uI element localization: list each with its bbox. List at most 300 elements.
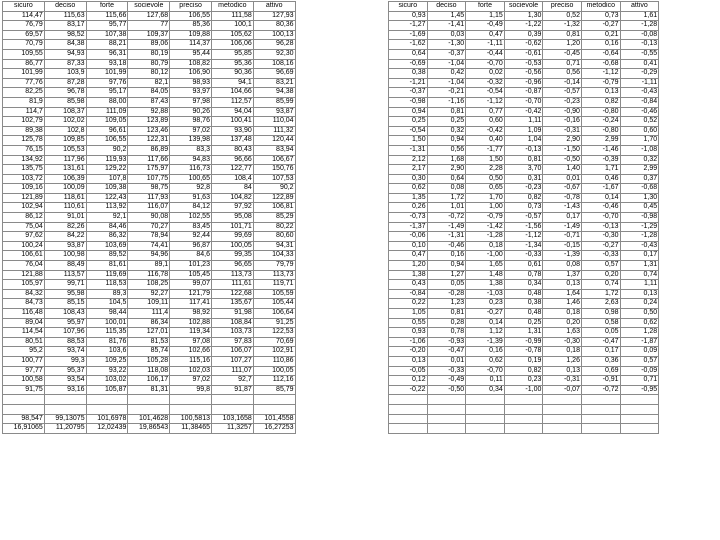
z-scores-cell[interactable]: -0,70 xyxy=(466,59,505,69)
raw-scores-cell[interactable]: 121,79 xyxy=(170,289,212,299)
raw-scores-cell[interactable]: 82,25 xyxy=(3,88,45,98)
raw-scores-cell[interactable]: 93,74 xyxy=(44,347,86,357)
z-scores-cell[interactable]: 0,34 xyxy=(504,280,543,290)
raw-scores-cell[interactable]: 111,09 xyxy=(86,107,128,117)
z-scores-cell[interactable]: 0,81 xyxy=(504,155,543,165)
z-scores-cell[interactable]: 1,72 xyxy=(427,193,466,203)
raw-scores-cell[interactable]: 119,93 xyxy=(86,155,128,165)
z-scores-cell[interactable]: 1,15 xyxy=(466,11,505,21)
z-scores-cell[interactable]: -1,41 xyxy=(427,21,466,31)
z-scores-cell[interactable]: -1,11 xyxy=(466,40,505,50)
raw-scores-cell[interactable]: 112,57 xyxy=(211,97,253,107)
z-scores-cell[interactable]: 1,37 xyxy=(543,270,582,280)
raw-scores-cell[interactable]: 103,73 xyxy=(211,328,253,338)
raw-scores-cell[interactable]: 102,55 xyxy=(170,213,212,223)
raw-scores-cell[interactable]: 88,21 xyxy=(86,40,128,50)
raw-scores-cell[interactable]: 125,78 xyxy=(3,136,45,146)
z-scores-cell[interactable]: 1,38 xyxy=(466,280,505,290)
z-scores-cell[interactable]: 1,46 xyxy=(543,299,582,309)
raw-scores-cell[interactable]: 105,28 xyxy=(128,356,170,366)
raw-scores-cell[interactable]: 100,5813 xyxy=(170,414,212,424)
raw-scores-cell[interactable]: 77,76 xyxy=(3,78,45,88)
z-scores-cell[interactable]: -1,16 xyxy=(427,97,466,107)
z-scores-cell[interactable]: -0,72 xyxy=(427,213,466,223)
raw-scores-cell[interactable]: 99,71 xyxy=(44,280,86,290)
raw-scores-cell[interactable]: 82,26 xyxy=(44,222,86,232)
z-scores-cell[interactable]: -1,46 xyxy=(581,145,620,155)
raw-scores-cell[interactable]: 113,57 xyxy=(44,270,86,280)
raw-scores-cell[interactable]: 94,04 xyxy=(211,107,253,117)
z-scores-cell[interactable]: -0,93 xyxy=(427,337,466,347)
raw-scores-cell[interactable]: 131,61 xyxy=(44,165,86,175)
z-scores-cell[interactable]: 0,36 xyxy=(581,356,620,366)
raw-scores-cell[interactable]: 101,71 xyxy=(211,222,253,232)
raw-scores-cell[interactable]: 90,2 xyxy=(253,184,295,194)
raw-scores-cell[interactable]: 98,92 xyxy=(170,309,212,319)
z-scores-empty-cell[interactable] xyxy=(389,395,428,405)
z-scores-cell[interactable]: 0,77 xyxy=(466,107,505,117)
z-scores-cell[interactable]: 0,82 xyxy=(504,366,543,376)
raw-scores-cell[interactable]: 119,34 xyxy=(170,328,212,338)
z-scores-cell[interactable]: -0,43 xyxy=(620,88,659,98)
raw-scores-cell[interactable]: 122,53 xyxy=(253,328,295,338)
z-scores-cell[interactable]: -0,42 xyxy=(504,107,543,117)
z-scores-cell[interactable]: -0,07 xyxy=(543,385,582,395)
z-scores-cell[interactable]: 1,27 xyxy=(427,270,466,280)
raw-scores-cell[interactable]: 98,547 xyxy=(3,414,45,424)
raw-scores-header-cell[interactable]: forte xyxy=(86,2,128,12)
raw-scores-cell[interactable]: 101,23 xyxy=(170,261,212,271)
z-scores-cell[interactable]: -0,73 xyxy=(389,213,428,223)
raw-scores-cell[interactable]: 70,79 xyxy=(3,40,45,50)
raw-scores-cell[interactable]: 96,61 xyxy=(86,126,128,136)
z-scores-cell[interactable]: 0,23 xyxy=(466,299,505,309)
raw-scores-cell[interactable]: 103,69 xyxy=(86,241,128,251)
raw-scores-cell[interactable]: 116,78 xyxy=(128,270,170,280)
z-scores-cell[interactable]: 0,46 xyxy=(581,174,620,184)
raw-scores-cell[interactable]: 99,8 xyxy=(170,385,212,395)
z-scores-cell[interactable]: 1,64 xyxy=(543,289,582,299)
z-scores-empty-cell[interactable] xyxy=(466,424,505,434)
z-scores-cell[interactable]: 0,78 xyxy=(427,328,466,338)
z-scores-cell[interactable]: 0,16 xyxy=(581,40,620,50)
z-scores-empty-cell[interactable] xyxy=(466,414,505,424)
raw-scores-cell[interactable]: 78,94 xyxy=(128,232,170,242)
z-scores-cell[interactable]: 1,01 xyxy=(427,203,466,213)
raw-scores-cell[interactable]: 95,77 xyxy=(86,21,128,31)
z-scores-header-cell[interactable]: sicuro xyxy=(389,2,428,12)
raw-scores-cell[interactable]: 88,00 xyxy=(86,97,128,107)
z-scores-cell[interactable]: -0,06 xyxy=(389,232,428,242)
raw-scores-cell[interactable]: 89,52 xyxy=(86,251,128,261)
raw-scores-cell[interactable]: 91,98 xyxy=(211,309,253,319)
raw-scores-cell[interactable]: 80,22 xyxy=(253,222,295,232)
raw-scores-cell[interactable]: 122,31 xyxy=(128,136,170,146)
z-scores-cell[interactable]: 0,28 xyxy=(427,318,466,328)
z-scores-cell[interactable]: -0,43 xyxy=(620,241,659,251)
raw-scores-cell[interactable]: 99,13075 xyxy=(44,414,86,424)
z-scores-cell[interactable]: 0,48 xyxy=(504,289,543,299)
raw-scores-cell[interactable]: 93,97 xyxy=(170,88,212,98)
raw-scores-empty-cell[interactable] xyxy=(86,395,128,405)
raw-scores-cell[interactable]: 103,1658 xyxy=(211,414,253,424)
z-scores-cell[interactable]: 0,73 xyxy=(504,203,543,213)
z-scores-cell[interactable]: 0,05 xyxy=(581,328,620,338)
z-scores-cell[interactable]: 2,90 xyxy=(543,136,582,146)
raw-scores-cell[interactable]: 96,87 xyxy=(170,241,212,251)
z-scores-cell[interactable]: 0,64 xyxy=(427,174,466,184)
raw-scores-cell[interactable]: 95,2 xyxy=(3,347,45,357)
raw-scores-cell[interactable]: 111,61 xyxy=(211,280,253,290)
raw-scores-cell[interactable]: 88,49 xyxy=(44,261,86,271)
z-scores-cell[interactable]: 0,81 xyxy=(427,107,466,117)
raw-scores-cell[interactable]: 76,15 xyxy=(3,145,45,155)
z-scores-cell[interactable]: 1,20 xyxy=(389,261,428,271)
raw-scores-cell[interactable]: 99,35 xyxy=(211,251,253,261)
raw-scores-header-cell[interactable]: preciso xyxy=(170,2,212,12)
raw-scores-cell[interactable]: 107,96 xyxy=(44,328,86,338)
z-scores-cell[interactable]: -0,70 xyxy=(581,213,620,223)
z-scores-cell[interactable]: -0,98 xyxy=(620,213,659,223)
raw-scores-cell[interactable]: 114,54 xyxy=(3,328,45,338)
z-scores-cell[interactable]: 1,48 xyxy=(466,270,505,280)
z-scores-cell[interactable]: 0,60 xyxy=(466,117,505,127)
z-scores-cell[interactable]: 0,31 xyxy=(504,174,543,184)
z-scores-cell[interactable]: -1,11 xyxy=(620,78,659,88)
raw-scores-header-cell[interactable]: sicuro xyxy=(3,2,45,12)
z-scores-cell[interactable]: -1,03 xyxy=(466,289,505,299)
z-scores-cell[interactable]: -0,68 xyxy=(620,184,659,194)
raw-scores-cell[interactable]: 85,15 xyxy=(44,299,86,309)
raw-scores-empty-cell[interactable] xyxy=(3,395,45,405)
z-scores-cell[interactable]: 1,40 xyxy=(543,165,582,175)
z-scores-header-cell[interactable]: metodico xyxy=(581,2,620,12)
z-scores-cell[interactable]: 0,25 xyxy=(504,318,543,328)
raw-scores-cell[interactable]: 102,66 xyxy=(170,347,212,357)
z-scores-cell[interactable]: 1,50 xyxy=(389,136,428,146)
raw-scores-empty-cell[interactable] xyxy=(170,395,212,405)
z-scores-cell[interactable]: 3,70 xyxy=(504,165,543,175)
z-scores-cell[interactable]: -0,05 xyxy=(389,366,428,376)
z-scores-cell[interactable]: 0,82 xyxy=(504,193,543,203)
raw-scores-cell[interactable]: 95,08 xyxy=(211,213,253,223)
z-scores-cell[interactable]: 0,05 xyxy=(427,280,466,290)
z-scores-cell[interactable]: 0,08 xyxy=(427,184,466,194)
z-scores-cell[interactable]: -0,79 xyxy=(466,213,505,223)
raw-scores-cell[interactable]: 108,16 xyxy=(253,59,295,69)
raw-scores-cell[interactable]: 110,86 xyxy=(253,356,295,366)
z-scores-cell[interactable]: -1,12 xyxy=(504,232,543,242)
raw-scores-cell[interactable]: 80,43 xyxy=(211,145,253,155)
raw-scores-cell[interactable]: 91,01 xyxy=(44,213,86,223)
z-scores-cell[interactable]: 0,69 xyxy=(581,366,620,376)
z-scores-cell[interactable]: -0,70 xyxy=(504,97,543,107)
raw-scores-cell[interactable]: 81,61 xyxy=(86,261,128,271)
raw-scores-cell[interactable]: 107,27 xyxy=(211,356,253,366)
z-scores-cell[interactable]: 0,25 xyxy=(389,117,428,127)
z-scores-cell[interactable]: 0,52 xyxy=(620,117,659,127)
raw-scores-cell[interactable]: 113,73 xyxy=(211,270,253,280)
raw-scores-cell[interactable]: 76,79 xyxy=(3,21,45,31)
raw-scores-cell[interactable]: 108,43 xyxy=(44,309,86,319)
z-scores-cell[interactable]: 0,22 xyxy=(389,299,428,309)
raw-scores-cell[interactable]: 91,87 xyxy=(211,385,253,395)
z-scores-cell[interactable]: -0,99 xyxy=(504,337,543,347)
z-scores-cell[interactable]: -0,47 xyxy=(581,337,620,347)
raw-scores-cell[interactable]: 106,07 xyxy=(211,347,253,357)
z-scores-cell[interactable]: 0,94 xyxy=(427,136,466,146)
raw-scores-cell[interactable]: 90,36 xyxy=(211,69,253,79)
raw-scores-cell[interactable]: 83,45 xyxy=(170,222,212,232)
raw-scores-empty-cell[interactable] xyxy=(253,404,295,414)
z-scores-cell[interactable]: -0,27 xyxy=(581,241,620,251)
z-scores-empty-cell[interactable] xyxy=(389,424,428,434)
z-scores-cell[interactable]: -0,09 xyxy=(620,366,659,376)
z-scores-empty-cell[interactable] xyxy=(466,395,505,405)
z-scores-cell[interactable]: -0,69 xyxy=(389,59,428,69)
z-scores-cell[interactable]: 1,68 xyxy=(427,155,466,165)
raw-scores-cell[interactable]: 118,53 xyxy=(86,280,128,290)
raw-scores-cell[interactable]: 89,3 xyxy=(86,289,128,299)
z-scores-cell[interactable]: 0,82 xyxy=(581,97,620,107)
z-scores-cell[interactable]: 0,03 xyxy=(427,30,466,40)
raw-scores-cell[interactable]: 127,93 xyxy=(253,11,295,21)
z-scores-cell[interactable]: 0,56 xyxy=(543,69,582,79)
raw-scores-cell[interactable]: 99,69 xyxy=(211,232,253,242)
z-scores-cell[interactable]: 0,20 xyxy=(543,318,582,328)
z-scores-empty-cell[interactable] xyxy=(427,414,466,424)
raw-scores-cell[interactable]: 106,90 xyxy=(170,69,212,79)
raw-scores-cell[interactable]: 95,97 xyxy=(44,318,86,328)
z-scores-cell[interactable]: 0,30 xyxy=(389,174,428,184)
z-scores-empty-cell[interactable] xyxy=(543,414,582,424)
z-scores-cell[interactable]: -0,27 xyxy=(466,309,505,319)
raw-scores-cell[interactable]: 109,16 xyxy=(3,184,45,194)
raw-scores-cell[interactable]: 81,9 xyxy=(3,97,45,107)
z-scores-cell[interactable]: 1,12 xyxy=(466,328,505,338)
z-scores-cell[interactable]: 0,11 xyxy=(466,376,505,386)
z-scores-header-cell[interactable]: preciso xyxy=(543,2,582,12)
z-scores-cell[interactable]: -0,31 xyxy=(543,126,582,136)
raw-scores-cell[interactable]: 122,68 xyxy=(211,289,253,299)
raw-scores-header-cell[interactable]: attivo xyxy=(253,2,295,12)
z-scores-empty-cell[interactable] xyxy=(581,395,620,405)
raw-scores-cell[interactable]: 100,24 xyxy=(3,241,45,251)
z-scores-cell[interactable]: -0,22 xyxy=(389,385,428,395)
z-scores-cell[interactable]: -0,13 xyxy=(581,222,620,232)
z-scores-cell[interactable]: -0,53 xyxy=(504,59,543,69)
z-scores-cell[interactable]: 0,57 xyxy=(620,356,659,366)
raw-scores-cell[interactable]: 90,08 xyxy=(128,213,170,223)
raw-scores-cell[interactable]: 84,46 xyxy=(86,222,128,232)
z-scores-empty-cell[interactable] xyxy=(620,404,659,414)
z-scores-cell[interactable]: 1,23 xyxy=(427,299,466,309)
z-scores-cell[interactable]: -0,46 xyxy=(427,241,466,251)
z-scores-cell[interactable]: -0,79 xyxy=(581,78,620,88)
raw-scores-cell[interactable]: 121,88 xyxy=(3,270,45,280)
z-scores-cell[interactable]: -0,68 xyxy=(581,59,620,69)
z-scores-cell[interactable]: 0,26 xyxy=(389,203,428,213)
z-scores-cell[interactable]: 0,38 xyxy=(389,69,428,79)
raw-scores-cell[interactable]: 107,53 xyxy=(253,174,295,184)
raw-scores-cell[interactable]: 98,52 xyxy=(44,30,86,40)
raw-scores-cell[interactable]: 86,34 xyxy=(128,318,170,328)
raw-scores-cell[interactable]: 90,2 xyxy=(86,145,128,155)
raw-scores-cell[interactable]: 108,25 xyxy=(128,280,170,290)
raw-scores-cell[interactable]: 106,39 xyxy=(44,174,86,184)
raw-scores-cell[interactable]: 110,61 xyxy=(44,203,86,213)
raw-scores-cell[interactable]: 86,32 xyxy=(86,232,128,242)
z-scores-cell[interactable]: 0,18 xyxy=(543,309,582,319)
raw-scores-cell[interactable]: 101,99 xyxy=(3,69,45,79)
z-scores-cell[interactable]: 1,35 xyxy=(389,193,428,203)
z-scores-empty-cell[interactable] xyxy=(427,395,466,405)
raw-scores-cell[interactable]: 97,83 xyxy=(211,337,253,347)
z-scores-cell[interactable]: -1,28 xyxy=(620,21,659,31)
z-scores-empty-cell[interactable] xyxy=(543,404,582,414)
z-scores-cell[interactable]: 0,32 xyxy=(427,126,466,136)
z-scores-cell[interactable]: 0,50 xyxy=(466,174,505,184)
z-scores-empty-cell[interactable] xyxy=(389,414,428,424)
z-scores-cell[interactable]: 0,73 xyxy=(581,11,620,21)
raw-scores-cell[interactable]: 139,98 xyxy=(170,136,212,146)
z-scores-cell[interactable]: 0,93 xyxy=(389,328,428,338)
raw-scores-cell[interactable]: 110,04 xyxy=(253,117,295,127)
z-scores-cell[interactable]: -0,71 xyxy=(543,232,582,242)
raw-scores-cell[interactable]: 108,82 xyxy=(170,59,212,69)
raw-scores-cell[interactable]: 90,26 xyxy=(170,107,212,117)
z-scores-cell[interactable]: -0,23 xyxy=(543,97,582,107)
raw-scores-header-cell[interactable]: metodico xyxy=(211,2,253,12)
raw-scores-cell[interactable]: 70,27 xyxy=(128,222,170,232)
raw-scores-cell[interactable]: 93,90 xyxy=(211,126,253,136)
raw-scores-cell[interactable]: 11,20795 xyxy=(44,424,86,434)
raw-scores-cell[interactable]: 88,53 xyxy=(44,337,86,347)
raw-scores-cell[interactable]: 118,61 xyxy=(44,193,86,203)
raw-scores-cell[interactable]: 114,47 xyxy=(3,11,45,21)
z-scores-cell[interactable]: -1,21 xyxy=(389,78,428,88)
raw-scores-cell[interactable]: 109,37 xyxy=(128,30,170,40)
z-scores-header-cell[interactable]: attivo xyxy=(620,2,659,12)
z-scores-cell[interactable]: -0,50 xyxy=(427,385,466,395)
z-scores-cell[interactable]: 0,57 xyxy=(581,261,620,271)
raw-scores-cell[interactable]: 95,98 xyxy=(44,289,86,299)
z-scores-cell[interactable]: 0,62 xyxy=(466,356,505,366)
raw-scores-cell[interactable]: 111,07 xyxy=(211,366,253,376)
z-scores-cell[interactable]: -1,42 xyxy=(466,222,505,232)
z-scores-cell[interactable]: -1,28 xyxy=(620,232,659,242)
z-scores-cell[interactable]: -0,84 xyxy=(620,97,659,107)
z-scores-cell[interactable]: -1,04 xyxy=(427,59,466,69)
z-scores-cell[interactable]: 1,63 xyxy=(543,328,582,338)
z-scores-cell[interactable]: 0,45 xyxy=(620,203,659,213)
raw-scores-header-cell[interactable]: deciso xyxy=(44,2,86,12)
raw-scores-cell[interactable]: 108,4 xyxy=(211,174,253,184)
raw-scores-cell[interactable]: 106,55 xyxy=(86,136,128,146)
raw-scores-cell[interactable]: 83,3 xyxy=(170,145,212,155)
raw-scores-cell[interactable]: 94,93 xyxy=(44,49,86,59)
z-scores-cell[interactable]: 0,98 xyxy=(581,309,620,319)
raw-scores-cell[interactable]: 100,58 xyxy=(3,376,45,386)
z-scores-cell[interactable]: -0,13 xyxy=(620,40,659,50)
z-scores-empty-cell[interactable] xyxy=(543,424,582,434)
raw-scores-cell[interactable]: 102,88 xyxy=(170,318,212,328)
z-scores-cell[interactable]: 0,94 xyxy=(389,107,428,117)
z-scores-empty-cell[interactable] xyxy=(427,404,466,414)
raw-scores-cell[interactable]: 79,79 xyxy=(253,261,295,271)
raw-scores-cell[interactable]: 102,03 xyxy=(170,366,212,376)
z-scores-cell[interactable]: -0,54 xyxy=(389,126,428,136)
raw-scores-cell[interactable]: 109,11 xyxy=(128,299,170,309)
raw-scores-cell[interactable]: 99,3 xyxy=(44,356,86,366)
z-scores-cell[interactable]: -0,28 xyxy=(427,289,466,299)
z-scores-cell[interactable]: -0,57 xyxy=(543,88,582,98)
z-scores-cell[interactable]: -1,56 xyxy=(504,222,543,232)
z-scores-cell[interactable]: 0,17 xyxy=(620,251,659,261)
raw-scores-cell[interactable]: 104,5 xyxy=(86,299,128,309)
z-scores-cell[interactable]: -1,31 xyxy=(389,145,428,155)
z-scores-cell[interactable]: 0,34 xyxy=(466,385,505,395)
z-scores-cell[interactable]: 0,60 xyxy=(620,126,659,136)
z-scores-cell[interactable]: -1,67 xyxy=(581,184,620,194)
raw-scores-cell[interactable]: 105,97 xyxy=(3,280,45,290)
raw-scores-cell[interactable]: 100,98 xyxy=(44,251,86,261)
raw-scores-cell[interactable]: 106,64 xyxy=(253,309,295,319)
z-scores-cell[interactable]: -0,49 xyxy=(466,21,505,31)
raw-scores-cell[interactable]: 84,22 xyxy=(44,232,86,242)
raw-scores-cell[interactable]: 86,89 xyxy=(128,145,170,155)
z-scores-cell[interactable]: -0,80 xyxy=(581,126,620,136)
raw-scores-cell[interactable]: 100,09 xyxy=(44,184,86,194)
raw-scores-cell[interactable]: 102,8 xyxy=(44,126,86,136)
z-scores-cell[interactable]: 0,94 xyxy=(427,261,466,271)
raw-scores-cell[interactable]: 115,16 xyxy=(170,356,212,366)
z-scores-empty-cell[interactable] xyxy=(581,414,620,424)
raw-scores-cell[interactable]: 12,02439 xyxy=(86,424,128,434)
z-scores-cell[interactable]: -1,69 xyxy=(389,30,428,40)
z-scores-empty-cell[interactable] xyxy=(620,395,659,405)
z-scores-empty-cell[interactable] xyxy=(427,424,466,434)
raw-scores-cell[interactable]: 100,1 xyxy=(211,21,253,31)
raw-scores-cell[interactable]: 85,29 xyxy=(253,213,295,223)
z-scores-empty-cell[interactable] xyxy=(620,424,659,434)
raw-scores-cell[interactable]: 96,78 xyxy=(44,88,86,98)
raw-scores-cell[interactable]: 94,1 xyxy=(211,78,253,88)
z-scores-cell[interactable]: -1,08 xyxy=(620,145,659,155)
raw-scores-cell[interactable]: 122,43 xyxy=(86,193,128,203)
z-scores-cell[interactable]: -0,33 xyxy=(581,251,620,261)
z-scores-cell[interactable]: -0,39 xyxy=(581,155,620,165)
raw-scores-cell[interactable]: 111,58 xyxy=(211,11,253,21)
raw-scores-cell[interactable]: 116,73 xyxy=(170,165,212,175)
raw-scores-cell[interactable]: 106,55 xyxy=(170,11,212,21)
z-scores-cell[interactable]: -1,06 xyxy=(389,337,428,347)
raw-scores-cell[interactable]: 80,60 xyxy=(253,232,295,242)
z-scores-cell[interactable]: 1,70 xyxy=(620,136,659,146)
raw-scores-cell[interactable]: 85,36 xyxy=(170,21,212,31)
z-scores-cell[interactable]: 1,31 xyxy=(504,328,543,338)
z-scores-cell[interactable]: -1,12 xyxy=(581,69,620,79)
z-scores-cell[interactable]: -0,14 xyxy=(543,78,582,88)
z-scores-cell[interactable]: -1,77 xyxy=(466,145,505,155)
z-scores-cell[interactable]: 0,74 xyxy=(620,270,659,280)
raw-scores-cell[interactable]: 89,38 xyxy=(3,126,45,136)
raw-scores-cell[interactable]: 98,93 xyxy=(170,78,212,88)
z-scores-cell[interactable]: -1,62 xyxy=(389,40,428,50)
z-scores-cell[interactable]: 1,38 xyxy=(389,270,428,280)
z-scores-cell[interactable]: -0,61 xyxy=(504,49,543,59)
z-scores-cell[interactable]: 1,28 xyxy=(620,328,659,338)
